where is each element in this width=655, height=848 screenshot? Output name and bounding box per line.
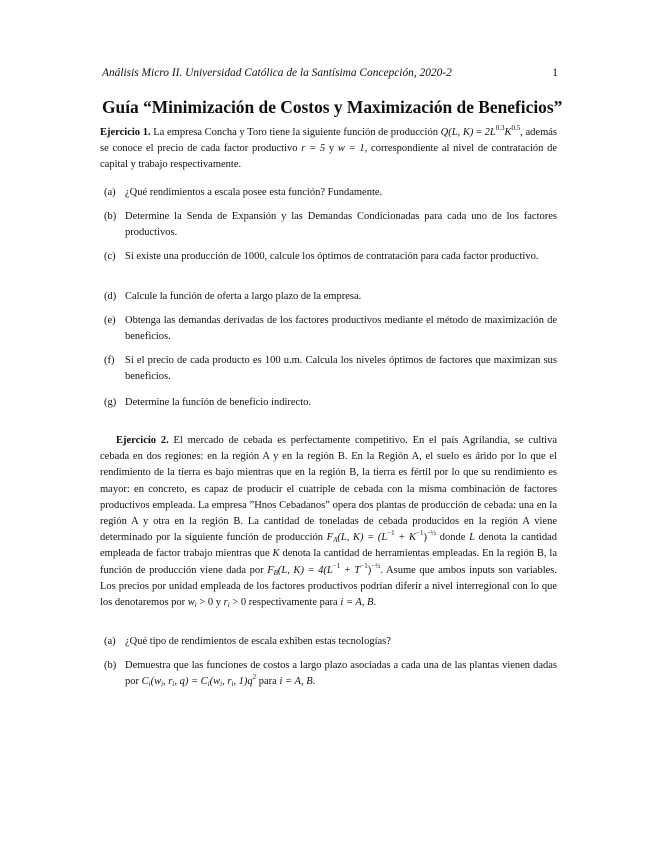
exercise-2-statement: Ejercicio 2. El mercado de cebada es perfectamente competitivo. En el país Agrilandia, se cultiva cebada en dos regiones: en la región A y en la región B. En la Región A, el suelo es árido por lo que el rendimiento de la tierra es bajo mientras que en la región B, la tierra es fértil por lo que su rendimiento es mayor: en concreto, es capaz de producir el cuatriple de cebada con la misma combinación de factores productivos empleada. La empresa ”Hnos Cebadanos” opera dos plantas de producción de cebada: una en la región A y otra en la región B. La cantidad de toneladas de cebada producidos en la región A viene determinado por la siguiente función de producción $F_A(L$, $K) = (L^{-1} + K^{-1})^{-\frac{1}{2}}$ donde L denota la cantidad empleada de factor trabajo mientras que K denota la cantidad de herramientas empleadas. En la región B, la función de producción viene dada por $F_B(L$, $K) = 4(L^{-1} + T^{-1})^{-\frac{1}{2}}$. Asume que ambos inputs son variables. Los precios por unidad empleada de los factores productivos podrían diferir a nivel interregional con lo que los denotaremos por $w_i > 0$ y $r_i > 0$ respectivamente para i = A, B. (100, 435, 558, 610)
question-item: (f) Si el precio de cada producto es 100 u.m. Calcula los niveles óptimos de factores que maximizan sus beneficios. (104, 355, 557, 382)
question-item: (b) Demuestra que las funciones de costos a largo plazo asociadas a cada una de las plantas vienen dadas por $C_i(w_i$, $r_i$, $q) = C_i(w_i$, $r_i$, $1)q^2$ para i = A, B. (104, 660, 557, 688)
page-number: 1 (552, 67, 558, 79)
question-item: (c) Si existe una producción de 1000, calcule los óptimos de contratación para cada factor productivo. (104, 251, 539, 262)
question-item: (a) ¿Qué rendimientos a escala posee esta función? Fundamente. (104, 187, 383, 198)
question-item: (a) ¿Qué tipo de rendimientos de escala exhiben estas tecnologías? (104, 636, 391, 647)
running-title: Análisis Micro II. Universidad Católica de la Santísima Concepción, 2020-2 (102, 67, 452, 79)
question-item: (e) Obtenga las demandas derivadas de los factores productivos mediante el método de maximización de beneficios. (104, 315, 557, 342)
exercise-1-label: Ejercicio 1. (100, 127, 151, 138)
question-item: (d) Calcule la función de oferta a largo plazo de la empresa. (104, 291, 362, 302)
exercise-2-label: Ejercicio 2. (116, 435, 169, 446)
running-header (102, 66, 558, 80)
question-item: (g) Determine la función de beneficio indirecto. (104, 397, 312, 408)
document-title: Guía “Minimización de Costos y Maximización de Beneficios” (102, 97, 563, 117)
question-item: (b) Determine la Senda de Expansión y las Demandas Condicionadas para cada uno de los factores productivos. (104, 211, 557, 238)
exercise-1-statement: Ejercicio 1. La empresa Concha y Toro tiene la siguiente función de producción Q(L, $K) = 2L^{0.3}K^{0.5}$, además se conoce el precio de cada factor productivo r = 5 y w = 1, correspondiente al nivel de contratación de capital y trabajo respectivamente. (100, 124, 558, 171)
